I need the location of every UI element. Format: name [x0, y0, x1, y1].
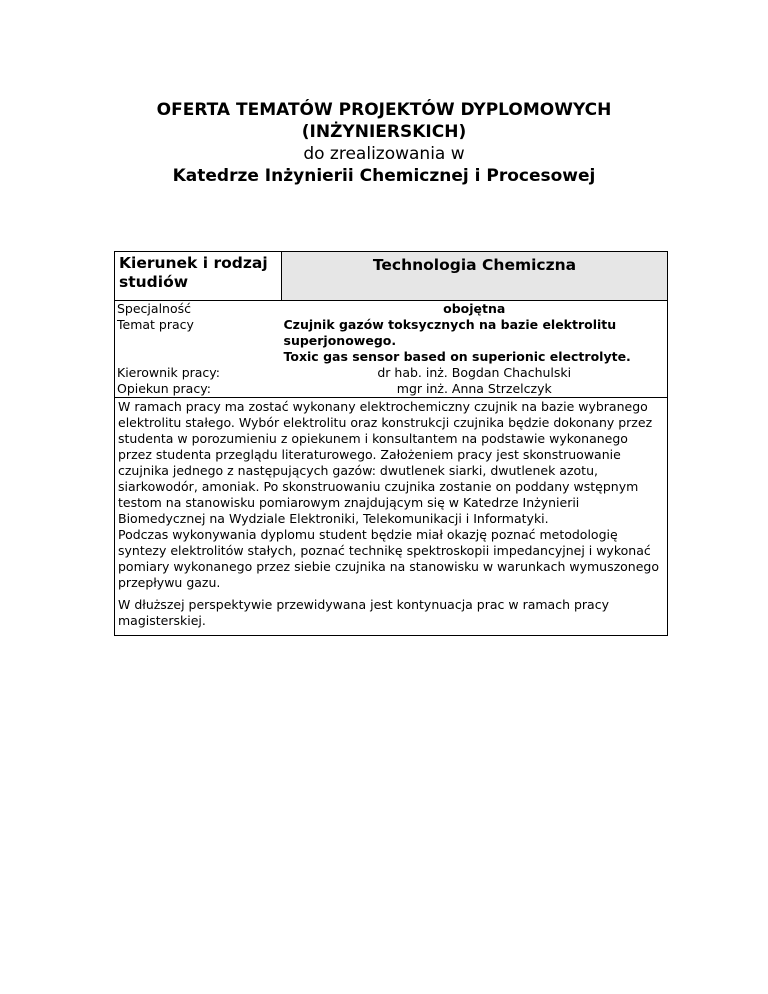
description-paragraph-1: W ramach pracy ma zostać wykonany elektrochemiczny czujnik na bazie wybranego elektrolitu stałego. Wybór elektrolitu oraz konstrukcji czujnika będzie dokonany przez studenta w porozumieniu z opiekunem i konsultantem na podstawie wykonanego przez studenta przeglądu literaturowego. Założeniem pracy jest skonstruowanie czujnika jednego z następujących gazów: dwutlenek siarki, dwutlenek azotu, siarkowodór, amoniak. Po skonstruowaniu czujnika zostanie on poddany wstępnym testom na stanowisku pomiarowym znajdującym się w Katedrze Inżynierii Biomedycznej na Wydziale Elektroniki, Telekomunikacji i Informatyki.: [118, 399, 653, 526]
header-title-line1: OFERTA TEMATÓW PROJEKTÓW DYPLOMOWYCH: [156, 100, 612, 120]
offer-table: [114, 251, 668, 636]
header-subtitle: do zrealizowania w: [303, 144, 465, 164]
temat-label: Temat pracy: [115, 317, 282, 365]
temat-value: [282, 317, 668, 365]
table-row-kierunek: [115, 252, 668, 301]
opiekun-label: Opiekun pracy:: [115, 381, 282, 398]
specjalnosc-label: Specjalność: [115, 301, 282, 318]
kierownik-label: Kierownik pracy:: [115, 365, 282, 381]
table-row-temat: [115, 317, 668, 365]
table-row-specjalnosc: [115, 301, 668, 318]
kierownik-value: dr hab. inż. Bogdan Chachulski: [282, 365, 668, 381]
table-row-opiekun: [115, 381, 668, 398]
temat-english: Toxic gas sensor based on superionic electrolyte.: [283, 349, 631, 364]
header-department: Katedrze Inżynierii Chemicznej i Procesowej: [172, 166, 596, 186]
header-title-line2: (INŻYNIERSKICH): [301, 122, 467, 142]
document-header: [0, 99, 768, 187]
kierunek-value: Technologia Chemiczna: [282, 252, 668, 301]
table-row-description: [115, 398, 668, 636]
kierunek-label: Kierunek i rodzaj studiów: [115, 252, 282, 301]
description-cell: [115, 398, 668, 636]
opiekun-value: mgr inż. Anna Strzelczyk: [282, 381, 668, 398]
temat-polish: Czujnik gazów toksycznych na bazie elektrolitu superjonowego.: [283, 317, 617, 348]
description-paragraph-2: Podczas wykonywania dyplomu student będzie miał okazję poznać metodologię syntezy elektrolitów stałych, poznać technikę spektroskopii impedancyjnej i wykonać pomiary wykonanego przez siebie czujnika na stanowisku w warunkach wymuszonego przepływu gazu.: [118, 527, 660, 590]
specjalnosc-value: obojętna: [282, 301, 668, 318]
table-row-kierownik: [115, 365, 668, 381]
description-paragraph-3: W dłuższej perspektywie przewidywana jest kontynuacja prac w ramach pracy magisterskiej.: [118, 597, 609, 628]
